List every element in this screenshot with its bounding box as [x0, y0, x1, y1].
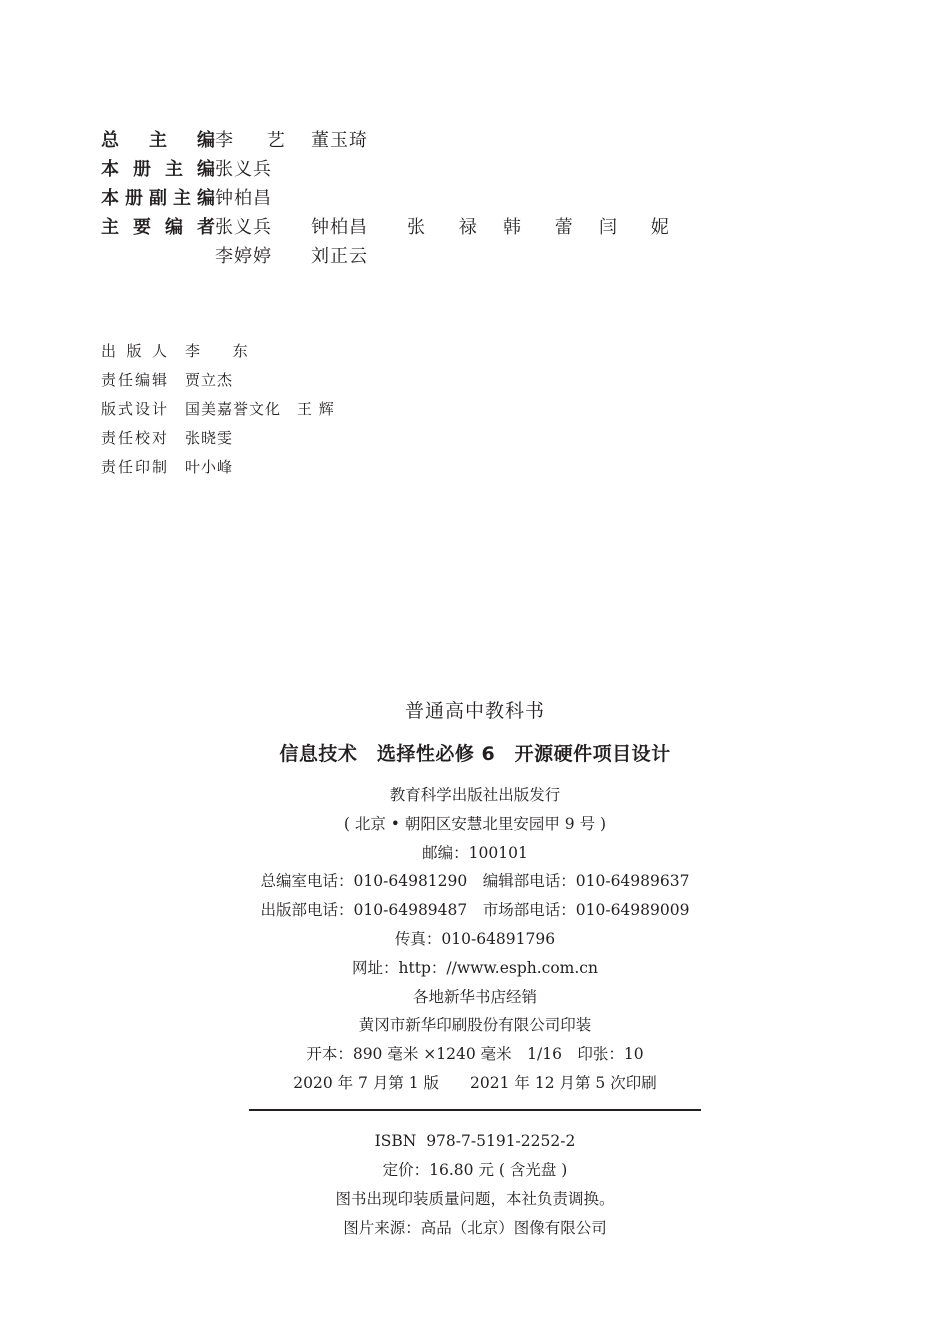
editor-name: 张 禄	[407, 217, 491, 238]
chief-editor-label: 总 主 编	[101, 130, 215, 151]
editor-name: 钟柏昌	[311, 217, 368, 238]
staff-row	[101, 455, 335, 484]
book-title: 信息技术 选择性必修 6 开源硬件项目设计	[279, 743, 671, 765]
editor-name: 张义兵	[215, 159, 272, 180]
staff-value: 张晓雯	[185, 429, 234, 447]
website: 网址：http：//www.esph.com.cn	[352, 958, 598, 977]
quality-notice: 图书出现印装质量问题，本社负责调换。	[335, 1190, 615, 1208]
editor-name: 董玉琦	[311, 130, 368, 151]
editors-block	[101, 128, 695, 273]
volume-deputy-label: 本册副主编	[101, 188, 215, 209]
phone-line-1: 总编室电话：010-64981290 编辑部电话：010-64989637	[260, 872, 690, 891]
printer: 黄冈市新华印刷股份有限公司印装	[358, 1016, 592, 1035]
staff-value: 国美嘉誉文化 王 辉	[185, 400, 335, 418]
publisher: 教育科学出版社出版发行	[389, 786, 561, 804]
editor-name: 张义兵	[215, 217, 272, 238]
volume-deputy-row	[101, 186, 695, 215]
staff-label: 版式设计	[101, 400, 167, 418]
editor-name: 韩 蕾	[503, 217, 587, 238]
divider-rule	[249, 1109, 701, 1111]
bottom-info	[0, 1127, 950, 1243]
fax: 传真：010-64891796	[394, 929, 556, 948]
staff-value: 贾立杰	[185, 371, 234, 389]
editor-name: 钟柏昌	[215, 188, 272, 209]
isbn: ISBN 978-7-5191-2252-2	[374, 1132, 576, 1150]
main-editors-row	[101, 215, 695, 244]
editor-name: 李 艺	[215, 130, 299, 151]
editor-name: 刘正云	[311, 246, 368, 267]
series-title: 普通高中教科书	[404, 700, 545, 722]
staff-label: 出版人	[101, 342, 167, 360]
staff-row	[101, 368, 335, 397]
main-editors-label: 主要编者	[101, 217, 215, 238]
chief-editor-row	[101, 128, 695, 157]
staff-value: 叶小峰	[185, 458, 234, 476]
colophon	[0, 696, 950, 1098]
editor-name: 李婷婷	[215, 246, 272, 267]
staff-row	[101, 426, 335, 455]
staff-row	[101, 339, 335, 368]
staff-value: 李 东	[185, 342, 262, 360]
editor-name: 闫 妮	[599, 217, 683, 238]
distributor: 各地新华书店经销	[412, 987, 537, 1006]
image-source: 图片来源：高品（北京）图像有限公司	[343, 1219, 607, 1237]
staff-label: 责任编辑	[101, 371, 167, 389]
format: 开本：890 毫米 ×1240 毫米 1/16 印张：10	[306, 1045, 644, 1064]
address: ( 北京 • 朝阳区安慧北里安园甲 9 号 )	[343, 814, 607, 833]
price: 定价：16.80 元 ( 含光盘 )	[382, 1161, 568, 1179]
volume-chief-label: 本册主编	[101, 159, 215, 180]
phone-line-2: 出版部电话：010-64989487 市场部电话：010-64989009	[260, 901, 690, 920]
staff-label: 责任印制	[101, 458, 167, 476]
staff-row	[101, 397, 335, 426]
editions: 2020 年 7 月第 1 版 2021 年 12 月第 5 次印刷	[293, 1073, 657, 1092]
volume-chief-row	[101, 157, 695, 186]
main-editors-row-cont	[101, 244, 695, 273]
staff-block	[101, 339, 335, 484]
postcode: 邮编：100101	[422, 843, 528, 862]
staff-label: 责任校对	[101, 429, 167, 447]
